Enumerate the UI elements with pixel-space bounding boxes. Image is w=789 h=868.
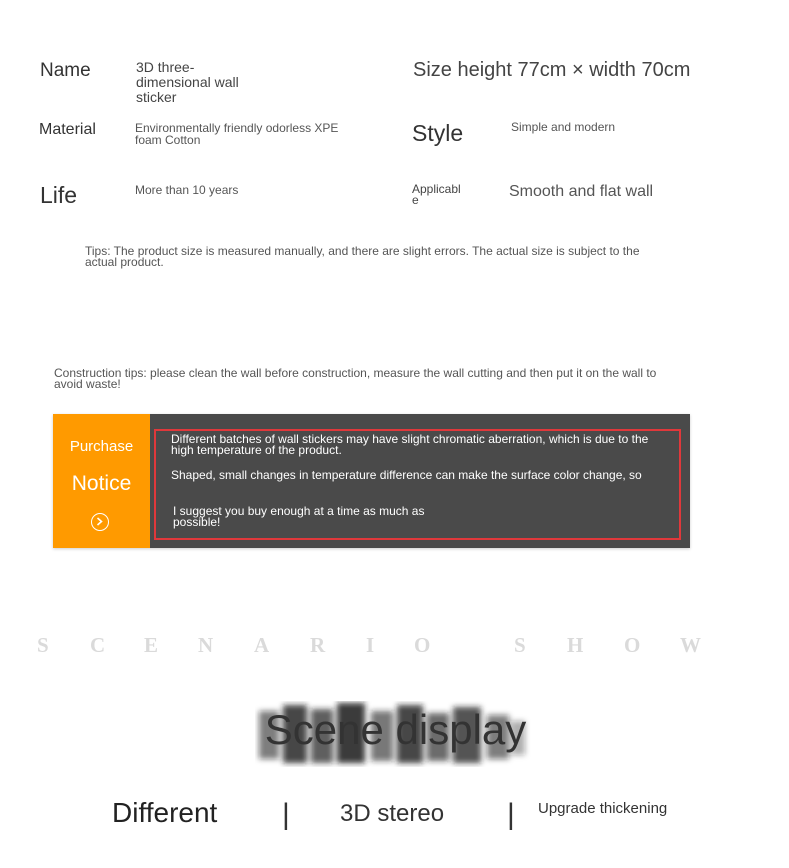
applicable-label-line: Applicabl	[412, 182, 461, 196]
size-tip	[85, 246, 640, 268]
notice-line-1-part: Different batches of wall stickers may have slight chromatic aberration, which is due to the	[171, 432, 649, 446]
style-label: Style	[412, 120, 464, 146]
material-value	[135, 122, 338, 146]
banner-letter: I	[366, 633, 375, 657]
name-label: Name	[40, 60, 91, 81]
notice-line-3-part: I suggest you buy enough at a time as much as	[173, 504, 425, 518]
size-text: Size height 77cm × width 70cm	[413, 59, 691, 81]
banner-letter: A	[254, 633, 270, 657]
material-value-line: Environmentally friendly odorless XPE	[135, 121, 339, 135]
banner-letter: C	[90, 633, 106, 657]
scene-display-title: Scene display	[264, 706, 527, 753]
material-label: Material	[39, 121, 96, 138]
notice-side-panel	[53, 414, 150, 548]
construction-tip-line: avoid waste!	[54, 377, 121, 391]
chevron-right-circle-icon	[91, 513, 109, 531]
name-value-line: 3D three-	[136, 59, 195, 75]
size-tip-line: actual product.	[85, 255, 164, 269]
banner-letter: R	[310, 633, 326, 657]
construction-tip	[54, 368, 656, 390]
notice-line-3	[173, 506, 424, 528]
name-value-line: dimensional wall	[136, 74, 239, 90]
feature-divider: |	[282, 798, 290, 831]
style-value: Simple and modern	[511, 120, 616, 134]
name-value	[136, 60, 239, 105]
purchase-notice	[53, 414, 690, 548]
banner-letter: E	[144, 633, 159, 657]
feature-3d-stereo: 3D stereo	[340, 800, 445, 827]
banner-letter: O	[414, 633, 431, 657]
name-value-line: sticker	[136, 89, 177, 105]
life-value: More than 10 years	[135, 183, 239, 197]
life-label: Life	[40, 182, 78, 208]
feature-different: Different	[112, 797, 218, 828]
feature-divider: |	[507, 798, 515, 831]
material-value-line: foam Cotton	[135, 133, 201, 147]
banner-letter: O	[624, 633, 641, 657]
banner-letter: H	[567, 633, 584, 657]
applicable-value: Smooth and flat wall	[509, 183, 654, 200]
applicable-label-line: e	[412, 193, 419, 207]
construction-tip-line: Construction tips: please clean the wall before construction, measure the wall cutting and then put it on the wall to	[54, 366, 657, 380]
banner-letter: S	[37, 633, 49, 657]
applicable-label	[412, 184, 461, 206]
feature-upgrade-thickening: Upgrade thickening	[538, 800, 668, 817]
banner-letter: N	[198, 633, 214, 657]
notice-line-1-part: high temperature of the product.	[171, 443, 342, 457]
notice-side-title: Purchase	[69, 438, 134, 455]
notice-line-3-part: possible!	[173, 515, 221, 529]
notice-side-subtitle: Notice	[71, 472, 132, 495]
banner-letter: W	[680, 633, 701, 657]
size-tip-line: Tips: The product size is measured manually, and there are slight errors. The actual size is subject to the	[85, 244, 640, 258]
notice-line-2: Shaped, small changes in temperature difference can make the surface color change, so	[171, 468, 642, 482]
notice-line-1	[171, 434, 648, 456]
banner-letter: S	[514, 633, 526, 657]
